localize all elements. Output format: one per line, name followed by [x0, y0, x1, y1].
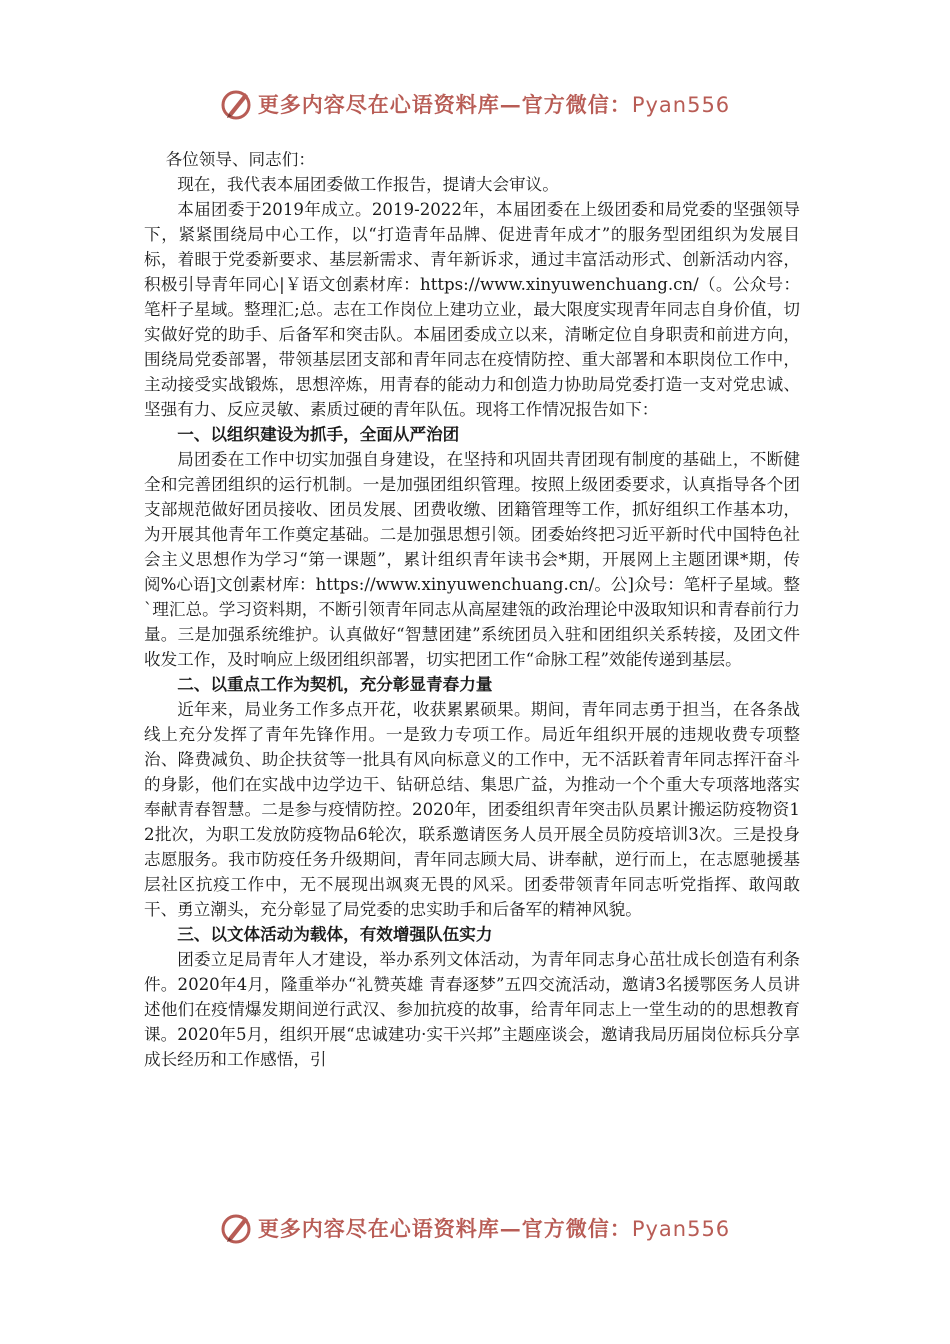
- section-paragraph: 局团委在工作中切实加强自身建设，在坚持和巩固共青团现有制度的基础上，不断健全和完善团组织的运行机制。一是加强团组织管理。按照上级团委要求，认真指导各个团支部规范做好团员接收、团员发展、团费收缴、团籍管理等工作，抓好组织工作基本功，为开展其他青年工作奠定基础。二是加强思想引领。团委始终把习近平新时代中国特色社会主义思想作为学习“第一课题”，累计组织青年读书会*期，开展网上主题团课*期，传阅%心语]文创素材库：https://www.xinyuwenchuang.cn/。公]众号：笔杆子星域。整`理汇总。学习资料期，不断引领青年同志从高屋建瓴的政治理论中汲取知识和青春前行力量。三是加强系统维护。认真做好“智慧团建”系统团员入驻和团组织关系转接，及团文件收发工作，及时响应上级团组织部署，切实把团工作“命脉工程”效能传递到基层。: [144, 450, 800, 669]
- banner-text: 更多内容尽在心语资料库—官方微信：Pyan556: [257, 1216, 731, 1241]
- banner-text: 更多内容尽在心语资料库—官方微信：Pyan556: [257, 92, 731, 117]
- pen-logo-icon: [220, 87, 254, 121]
- pen-logo-icon: [220, 1211, 254, 1245]
- section-heading: 一、以组织建设为抓手，全面从严治团: [177, 424, 460, 444]
- footer-banner: [0, 1208, 950, 1248]
- section-heading: 三、以文体活动为载体，有效增强队伍实力: [177, 924, 493, 944]
- intro-paragraph: 现在，我代表本届团委做工作报告，提请大会审议。: [177, 175, 559, 194]
- salutation: 各位领导、同志们：: [165, 150, 315, 169]
- header-banner: [0, 84, 950, 124]
- document-body: [144, 147, 800, 1072]
- section-paragraph: 近年来，局业务工作多点开花，收获累累硕果。期间，青年同志勇于担当，在各条战线上充分发挥了青年先锋作用。一是致力专项工作。局近年组织开展的违规收费专项整治、降费减负、助企扶贫等一批具有风向标意义的工作中，无不活跃着青年同志挥汗奋斗的身影，他们在实战中边学边干、钻研总结、集思广益，为推动一个个重大专项落地落实奉献青春智慧。二是参与疫情防控。2020年，团委组织青年突击队员累计搬运防疫物资12批次，为职工发放防疫物品6轮次，联系邀请医务人员开展全员防疫培训3次。三是投身志愿服务。我市防疫任务升级期间，青年同志顾大局、讲奉献，逆行而上，在志愿驰援基层社区抗疫工作中，无不展现出飒爽无畏的风采。团委带领青年同志听党指挥、敢闯敢干、勇立潮头，充分彰显了局党委的忠实助手和后备军的精神风貌。: [144, 700, 800, 919]
- section-paragraph: 团委立足局青年人才建设，举办系列文体活动，为青年同志身心茁壮成长创造有利条件。2020年4月，隆重举办“礼赞英雄 青春逐梦”五四交流活动，邀请3名援鄂医务人员讲述他们在疫情爆发期间逆行武汉、参加抗疫的故事，给青年同志上一堂生动的的思想教育课。2020年5月，组织开展“忠诚建功·实干兴邦”主题座谈会，邀请我局历届岗位标兵分享成长经历和工作感悟，引: [144, 950, 800, 1069]
- intro-paragraph: 本届团委于2019年成立。2019-2022年，本届团委在上级团委和局党委的坚强领导下，紧紧围绕局中心工作，以“打造青年品牌、促进青年成才”的服务型团组织为发展目标，着眼于党委新要求、基层新需求、青年新诉求，通过丰富活动形式、创新活动内容，积极引导青年同心|￥语文创素材库：https://www.xinyuwenchuang.cn/（。公众号：笔杆子星域。整理汇;总。志在工作岗位上建功立业，最大限度实现青年同志自身价值，切实做好党的助手、后备军和突击队。本届团委成立以来，清晰定位自身职责和前进方向，围绕局党委部署，带领基层团支部和青年同志在疫情防控、重大部署和本职岗位工作中，主动接受实战锻炼，思想淬炼，用青春的能动力和创造力协助局党委打造一支对党忠诚、坚强有力、反应灵敏、素质过硬的青年队伍。现将工作情况报告如下：: [144, 200, 800, 419]
- section-heading: 二、以重点工作为契机，充分彰显青春力量: [177, 674, 493, 694]
